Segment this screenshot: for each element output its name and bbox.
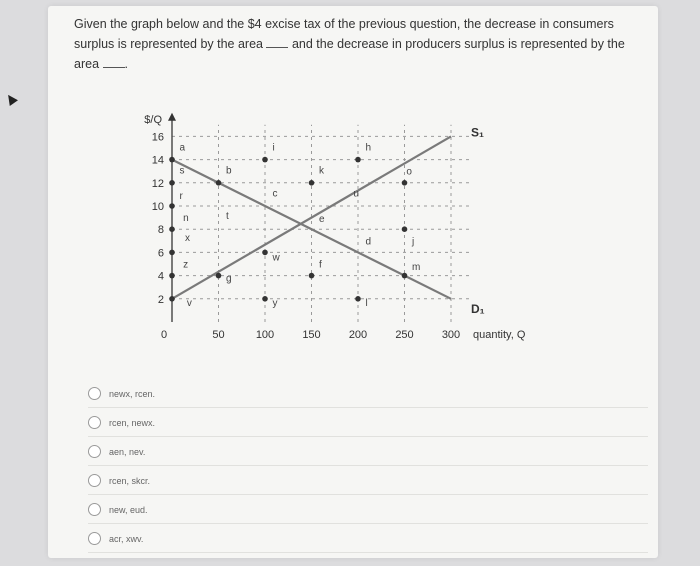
question-part-1: Given the graph below and the $4 excise tax of the previous question, the decrease in consumers surplus is represented by the area — [74, 17, 614, 51]
area-label: j — [411, 236, 415, 248]
area-label: m — [411, 261, 421, 273]
question-part-2: and the decrease in producers surplus is represented by the area — [74, 37, 625, 71]
area-label: b — [225, 165, 232, 177]
radio-button[interactable] — [88, 387, 101, 400]
option-2[interactable] — [88, 409, 648, 437]
y-tick-label: 2 — [157, 293, 164, 306]
area-label: l — [365, 297, 368, 309]
grid-dot — [169, 157, 175, 163]
area-label: r — [179, 191, 183, 203]
question-card — [48, 6, 658, 558]
x-tick-label: 300 — [441, 329, 461, 341]
grid-dot — [402, 273, 408, 279]
area-label: h — [365, 142, 372, 154]
y-axis-arrow — [168, 113, 176, 121]
grid-dot — [309, 180, 315, 186]
x-tick-label: 100 — [255, 329, 275, 341]
option-5[interactable] — [88, 496, 648, 524]
option-label: newx, rcen. — [109, 388, 156, 399]
y-axis-label: $/Q — [144, 113, 162, 126]
area-label: g — [225, 273, 232, 285]
supply-label: S₁ — [471, 125, 484, 140]
radio-button[interactable] — [88, 503, 101, 516]
area-label: e — [318, 214, 325, 226]
area-label: a — [179, 142, 186, 154]
option-4[interactable] — [88, 467, 648, 495]
option-label: new, eud. — [109, 504, 148, 515]
x-tick-label: 200 — [348, 329, 368, 341]
option-6[interactable] — [88, 525, 648, 553]
radio-button[interactable] — [88, 532, 101, 545]
grid-dot — [355, 296, 361, 302]
x-tick-label: 50 — [212, 329, 225, 341]
grid-dot — [262, 250, 268, 256]
radio-button[interactable] — [88, 474, 101, 487]
area-label: x — [185, 232, 191, 244]
option-label: acr, xwv. — [109, 533, 144, 544]
area-label: d — [365, 236, 372, 248]
area-label: y — [272, 297, 278, 309]
grid-dot — [309, 273, 315, 279]
y-tick-label: 6 — [157, 247, 164, 260]
grid-dot — [262, 157, 268, 163]
grid-dot — [402, 180, 408, 186]
mouse-cursor-icon — [4, 92, 18, 106]
y-tick-label: 10 — [151, 201, 164, 213]
option-label: rcen, skcr. — [109, 475, 151, 486]
option-label: rcen, newx. — [109, 417, 156, 428]
option-3[interactable] — [88, 438, 648, 466]
grid-dot — [169, 250, 175, 256]
y-tick-label: 4 — [157, 270, 164, 283]
y-tick-label: 12 — [151, 177, 164, 190]
area-label: w — [272, 252, 280, 264]
grid-dot — [216, 273, 222, 279]
area-label: u — [353, 188, 359, 200]
answer-options — [88, 380, 648, 554]
area-label: f — [318, 259, 322, 271]
grid-dot — [262, 296, 268, 302]
x-tick-label: 250 — [395, 329, 414, 341]
grid-dot — [402, 226, 408, 232]
area-label: z — [183, 259, 189, 271]
area-label: n — [183, 213, 189, 225]
area-label: s — [179, 165, 185, 177]
area-label: t — [225, 210, 229, 222]
x-tick-label: 0 — [160, 329, 168, 341]
grid-dot — [169, 273, 175, 279]
supply-demand-graph — [48, 6, 658, 356]
x-axis-label: quantity, Q — [473, 329, 526, 341]
y-tick-label: 8 — [157, 224, 164, 237]
question-end: . — [124, 57, 128, 71]
area-label: c — [272, 188, 278, 200]
x-tick-label: 150 — [302, 329, 321, 341]
grid-dot — [169, 296, 175, 302]
area-label: v — [186, 297, 192, 309]
area-label: o — [406, 166, 412, 178]
grid-dot — [169, 203, 175, 209]
radio-button[interactable] — [88, 416, 101, 429]
radio-button[interactable] — [88, 445, 101, 458]
grid-dot — [216, 180, 222, 186]
area-label: i — [272, 142, 275, 154]
grid-dot — [169, 226, 175, 232]
y-tick-label: 14 — [151, 154, 164, 167]
option-label: aen, nev. — [109, 446, 146, 457]
option-1[interactable] — [88, 380, 648, 408]
y-tick-label: 16 — [151, 131, 164, 144]
demand-label: D₁ — [471, 301, 485, 316]
grid-dot — [169, 180, 175, 186]
grid-dot — [355, 157, 361, 163]
area-label: k — [318, 165, 324, 177]
